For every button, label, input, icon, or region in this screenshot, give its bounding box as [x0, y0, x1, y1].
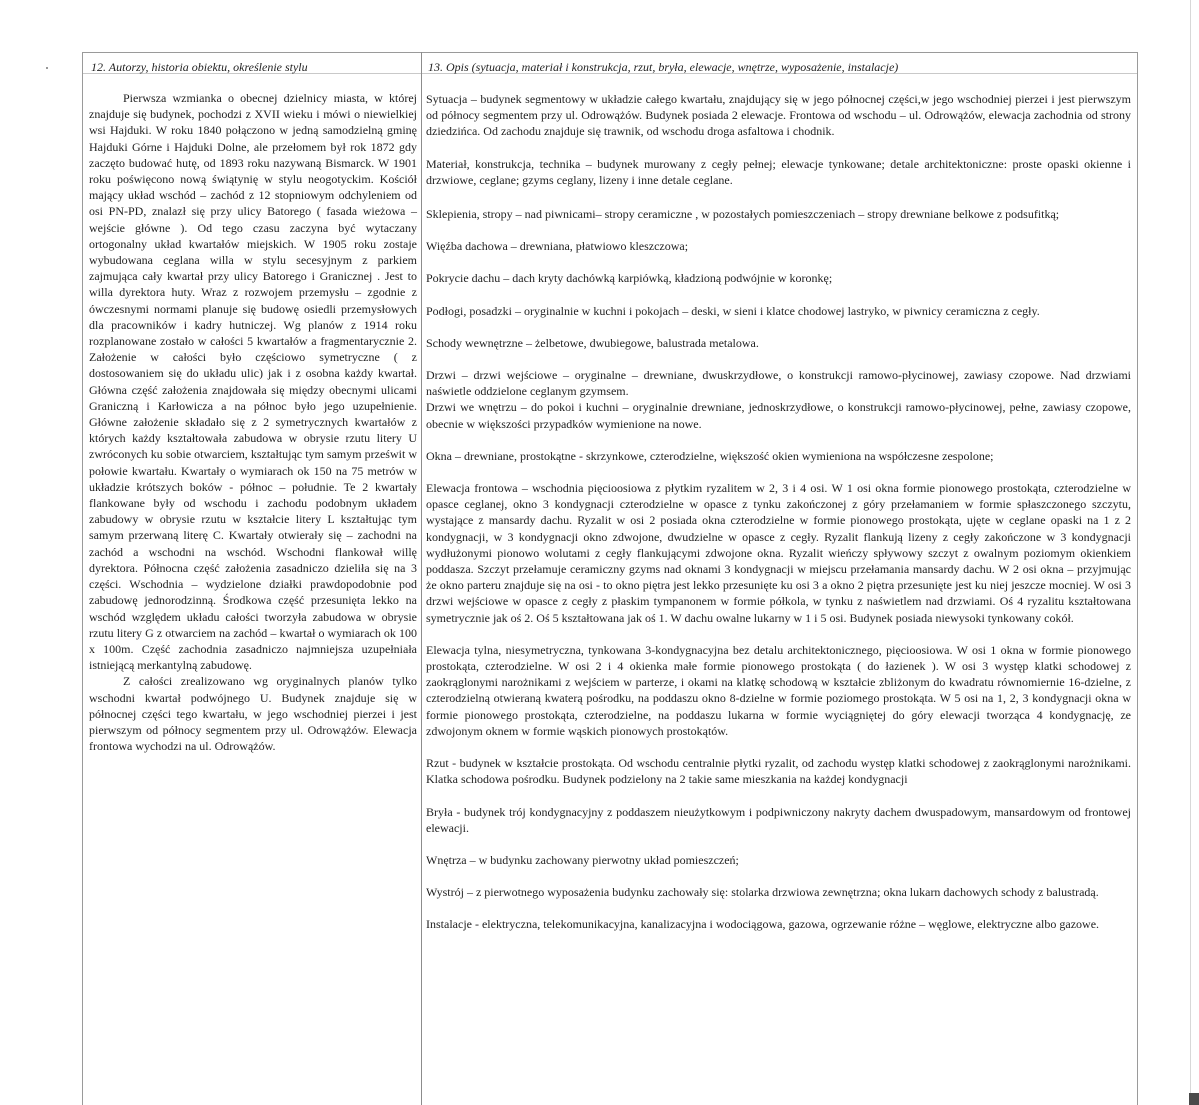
desc-stairs: Schody wewnętrzne – żelbetowe, dwubiegowe, balustrada metalowa. — [426, 335, 759, 350]
desc-interior-doors: Drzwi we wnętrzu – do pokoi i kuchni – oryginalnie drewniane, jednoskrzydłowe, o konstrukcji ramowo-płycinowej, pełne, zawiasy czopowe, obecnie w większości przypadków wymienione na nowe. — [426, 400, 1131, 431]
history-paragraph-1: Pierwsza wzmianka o obecnej dzielnicy miasta, w której znajduje się budynek, pochodzi z XVII wieku i mówi o niewielkiej wsi Hajduki. W roku 1840 połączono w jedną samodzielną gminę Hajduki Górne i Hajduki Dolne, ale przełomem był rok 1872 gdy zaczęto budować hutę, od 1893 roku nazywaną Bismarck. W 1901 roku poświęcono nową świątynię w stylu neogotyckim. Kościół mający układ wschód – zachód z 12 stopniowym odchyleniem od osi PN-PD, znalazł się przy ulicy Batorego ( fasada wieżowa – wejście główne ). Od tego czasu zaczyna być wytaczany ortogonalny układ kwartałów miejskich. W 1905 roku zostaje wybudowana ceglana willa w stylu secesyjnym z parkiem zajmująca cały kwartał przy ulicy Batorego i Granicznej . Jest to willa dyrektora huty. Wraz z rozwojem przemysłu – zgodnie z ówczesnymi normami planuje się budowę osiedli przemysłowych dla pracowników i kadry hutniczej. Wg planów z 1914 roku rozplanowane zostało w całości 5 kwartałów a fragmentarycznie 2. Założenie w całości było częściowo symetryczne ( z dostosowaniem się do układu ulic) jak i z osobna każdy kwartał. Główna część założenia znajdowała się między obecnymi ulicami Graniczną i Karłowicza a na północ było jego uzupełnienie. Główne założenie składało się z 2 symetrycznych kwartałów z których każdy kształtowała zabudowa w obrysie rzutu litery U zwróconych ku sobie otwarciem, kształtując tym samym prześwit w połowie kwartału. Kwartały o wymiarach ok 150 na 75 metrów w układzie krótszych boków - północ – południe. Te 2 kwartały flankowane były od wschodu i zachodu podobnym układem zabudowy w obrysie rzutu w kształcie litery L kształtując tym samym przerwaną literę C. Kwartały otwierały się – zachodni na zachód a wschodni na wschód. Wschodni flankował willę dyrektora. Północna część założenia zasadniczo dzieliła się na 3 części. Wschodnia – wydzielone działki prawdopodobnie pod zabudowę jednorodzinną. Środkowa część przesunięta lekko na wschód względem układu całości tworzyła zabudowa w obrysie rzutu litery G z otwarciem na zachód – kwartał o wymiarach ok 100 x 100m. Część zachodnia zasadniczo najmniejsza uzupełniała istniejącą merkantylną zabudowę. — [89, 91, 417, 673]
desc-interiors: Wnętrza – w budynku zachowany pierwotny układ pomieszczeń; — [426, 852, 739, 867]
form-right-border — [1137, 52, 1138, 1105]
scan-dot — [46, 67, 48, 69]
section-12-header: 12. Autorzy, historia obiektu, określenie stylu — [91, 60, 308, 74]
form-top-border — [82, 52, 1138, 53]
section-13-header: 13. Opis (sytuacja, materiał i konstrukcja, rzut, bryła, elewacje, wnętrze, wyposażenie, instalacje) — [428, 60, 899, 74]
history-paragraph-2: Z całości zrealizowano wg oryginalnych planów tylko wschodni kwartał podwójnego U. Budynek znajduje się w północnej części tego kwartału, w jego wschodniej pierzei i jest pierwszym od północy segmentem przy ul. Odrowążów. Elewacja frontowa wychodzi na ul. Odrowążów. — [89, 674, 417, 754]
form-left-border — [82, 52, 83, 1105]
description-column — [426, 91, 1131, 933]
desc-situation: Sytuacja – budynek segmentowy w układzie całego kwartału, znajdujący się w jego północnej części,w jego wschodniej pierzei i jest pierwszym od północy segmentem przy ul. Odrowążów. Budynek posiada 2 elewacje. Frontowa od wschodu – ul. Odrowążów, elewacja zachodnia od strony dziedzińca. Od zachodu znajduje się trawnik, od wschodu droga asfaltowa i chodnik. — [426, 92, 1131, 139]
desc-roof-truss: Więźba dachowa – drewniana, płatwiowo kleszczowa; — [426, 239, 689, 254]
desc-installations: Instalacje - elektryczna, telekomunikacyjna, kanalizacyjna i wodociągowa, gazowa, ogrzewanie różne – węglowe, elektryczne albo gazowe. — [426, 917, 1100, 932]
history-column — [89, 90, 417, 754]
desc-windows: Okna – drewniane, prostokątne - skrzynkowe, czterodzielne, większość okien wymieniona na współczesne zespolone; — [426, 448, 994, 463]
desc-massing: Bryła - budynek trój kondygnacyjny z poddaszem nieużytkowym i podpiwniczony nakryty dachem dwuspadowym, mansardowym od frontowej elewacji. — [426, 804, 1131, 835]
desc-ceilings: Sklepienia, stropy – nad piwnicami– stropy ceramiczne , w pozostałych pomieszczeniach – stropy drewniane belkowe z podsufitką; — [426, 207, 1060, 222]
desc-furnishings: Wystrój – z pierwotnego wyposażenia budynku zachowały się: stolarka drzwiowa zewnętrzna; okna lukarn dachowych schody z balustradą. — [426, 885, 1099, 900]
desc-front-elevation: Elewacja frontowa – wschodnia pięcioosiowa z płytkim ryzalitem w 2, 3 i 4 osi. W 1 osi okna formie pionowego prostokąta, czterodzielne w opasce ceglanej, okno 3 kondygnacji czterodzielne w opasce z tynku zakończonej z góry przełamaniem w formie spłaszczonego szczytu, wystające z mansardy dachu. Ryzalit w osi 2 posiada okna czterodzielne w formie pionowego prostokąta, ujęte w ceglane opaski na 1 z 2 kondygnacji, w 3 kondygnacji okno zdwojone, dwudzielne w opasce z cegły. Ryzalit flankują lizeny z cegły zakończone w 3 kondygnacji wydłużonymi pionowo wolutami z cegły flankującymi zdwojone okna. Ryzalit wieńczy spływowy szczyt z owalnym poziomym okienkiem poddasza. Szczyt przełamuje ceramiczny gzyms nad oknami 3 kondygnacji w miejscu przełamania mansardy dachu. W 2 osi okna – przyjmując że okno parteru znajduje się na osi - to okno piętra jest lekko przesunięte ku osi 3 a okno 2 piętra przesunięte jest ku niej jeszcze mocniej. W osi 3 drzwi wejściowe w opasce z cegły z płaskim tympanonem w formie półkola, w tynku z naświetlem nad drzwiami. Oś 4 ryzalitu kształtowana symetrycznie jak oś 2. Oś 5 kształtowana jak oś 1. W dachu owalne lukarny w 1 i 5 osi. Budynek posiada niewysoki tynkowany cokół. — [426, 481, 1131, 625]
desc-roofing: Pokrycie dachu – dach kryty dachówką karpiówką, kładzioną podwójnie w koronkę; — [426, 271, 833, 286]
desc-material: Materiał, konstrukcja, technika – budynek murowany z cegły pełnej; elewacje tynkowane; detale architektoniczne: proste opaski okienne i drzwiowe, ceglane; gzyms ceglany, lizeny i inne detale ceglane. — [426, 156, 1131, 187]
desc-floors: Podłogi, posadzki – oryginalnie w kuchni i pokojach – deski, w sieni i klatce chodowej lastryko, w piwnicy ceramiczna z cegły. — [426, 303, 1040, 318]
scan-corner — [1189, 1093, 1199, 1105]
desc-rear-elevation: Elewacja tylna, niesymetryczna, tynkowana 3-kondygnacyjna bez detalu architektonicznego, pięcioosiowa. W osi 1 okna w formie pionowego prostokąta, czterodzielne. W osi 2 i 4 okienka małe formie pionowego prostokąta ( do łazienek ). W osi 3 występ klatki schodowej z zaokrąglonymi narożnikami z wejściem w parterze, i okami na klatkę schodową w kształcie zbliżonym do kwadratu równomiernie 16-dzielne, z czterodzielną otwieraną kwaterą pośrodku, na poddaszu okno 8-dzielne w formie poziomego prostokąta. W 5 osi na 1, 2, 3 kondygnacji okna w formie pionowego prostokąta, czterodzielne, na poddaszu lukarna w formie wyciągniętej do góry elewacji tworząca 4 kondygnację, ze zdwojonym oknem w formie wąskich pionowych prostokątów. — [426, 642, 1131, 738]
column-divider — [421, 52, 422, 1105]
scan-edge — [1190, 0, 1191, 1105]
desc-entrance-doors: Drzwi – drzwi wejściowe – oryginalne – drewniane, dwuskrzydłowe, o konstrukcji ramowo-płycinowej, zawiasy czopowe. Nad drzwiami naświetle oddzielone ceglanym gzymsem. — [426, 368, 1131, 399]
desc-plan: Rzut - budynek w kształcie prostokąta. Od wschodu centralnie płytki ryzalit, od zachodu występ klatki schodowej z zaokrąglonymi narożnikami. Klatka schodowa pośrodku. Budynek podzielony na 2 takie same mieszkania na każdej kondygnacji — [426, 756, 1131, 787]
